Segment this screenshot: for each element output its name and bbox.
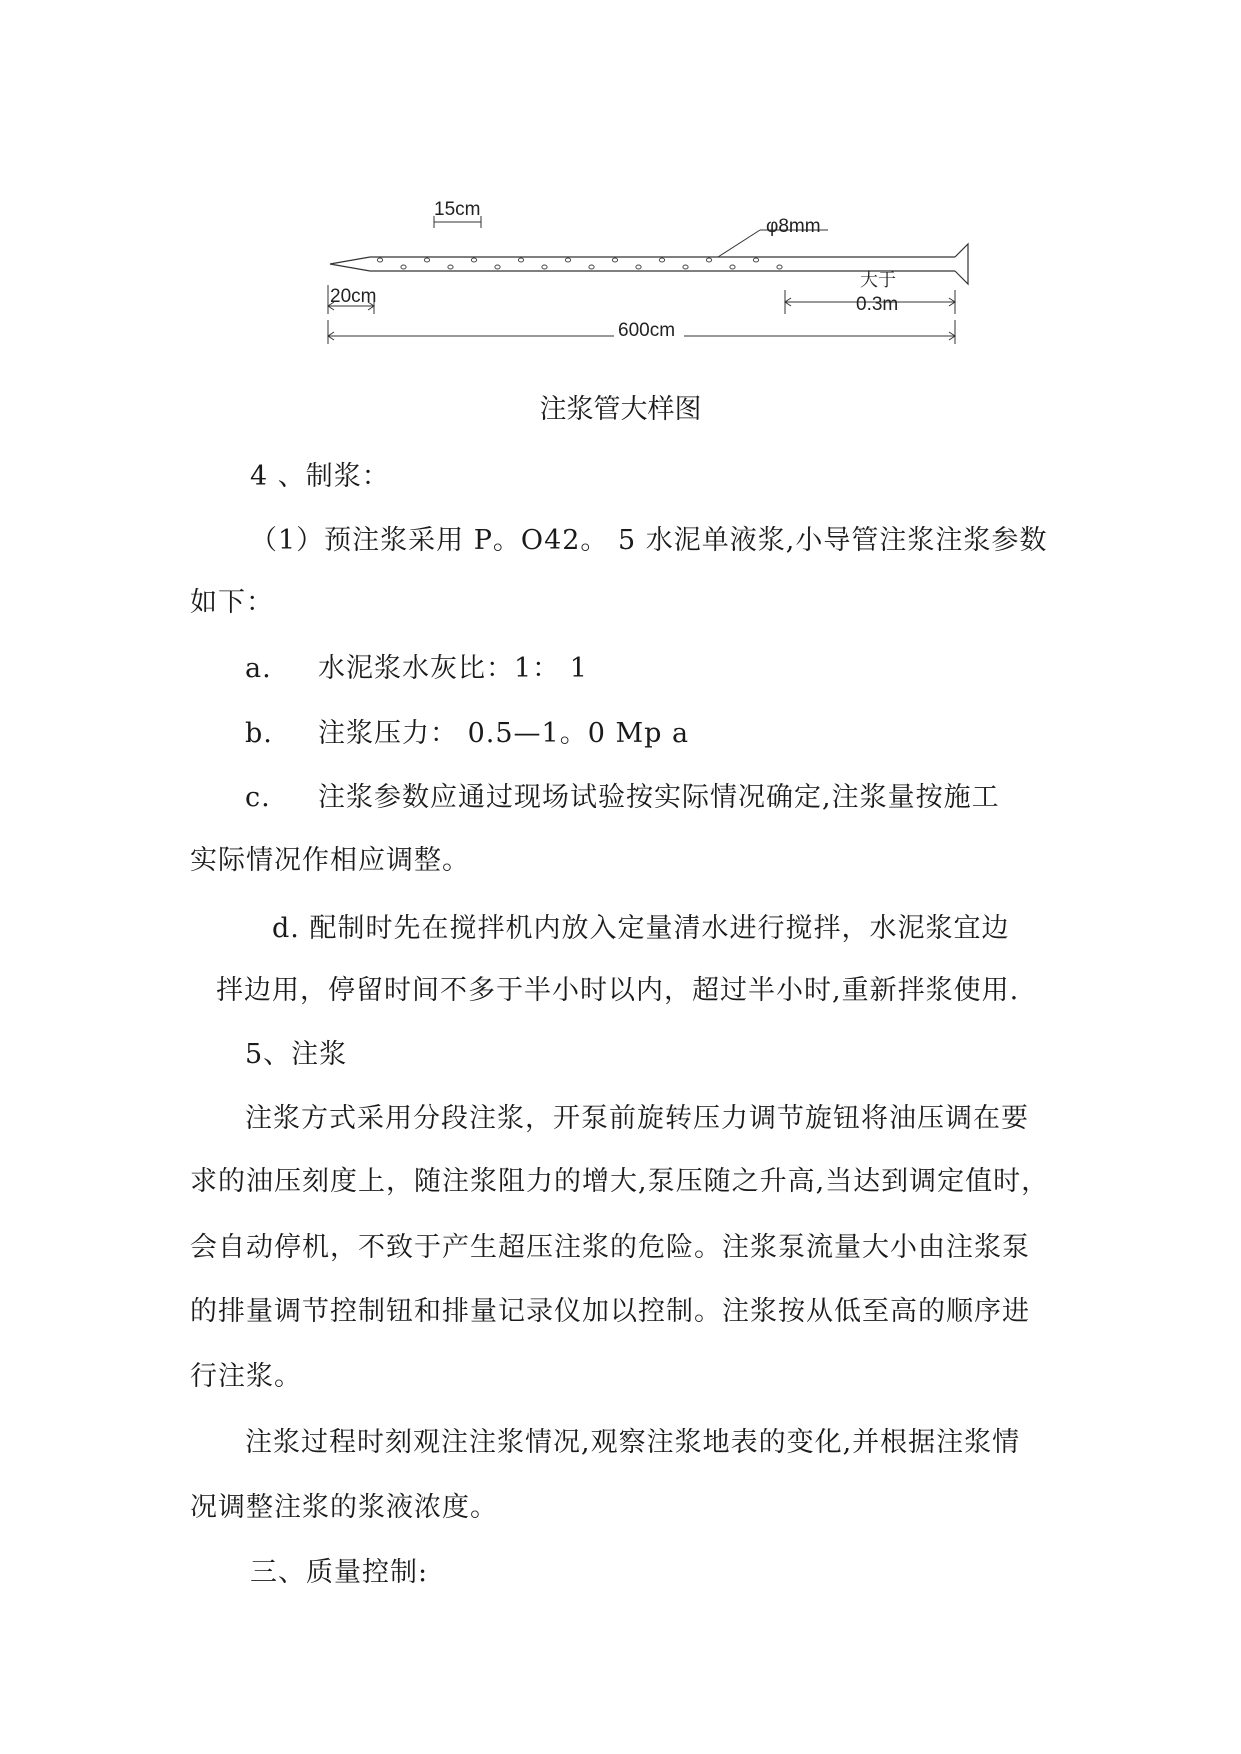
pipe-hole xyxy=(377,258,382,262)
section5-p1-line1: 注浆方式采用分段注浆，开泵前旋转压力调节旋钮将油压调在要 xyxy=(245,1103,1029,1134)
diagram-caption: 注浆管大样图 xyxy=(539,394,702,425)
item-c-marker: c. xyxy=(245,782,271,813)
section5-p1-line4: 的排量调节控制钮和排量记录仪加以控制。注浆按从低至高的顺序进 xyxy=(190,1296,1030,1327)
pipe-hole xyxy=(659,258,664,262)
item-a-text: 水泥浆水灰比：1： 1 xyxy=(318,653,588,684)
item-b-text: 注浆压力： 0.5—1。0 Mp a xyxy=(318,718,690,749)
item-d-line1: d. 配制时先在搅拌机内放入定量清水进行搅拌，水泥浆宜边 xyxy=(272,913,1010,944)
pipe-hole xyxy=(589,265,594,269)
item-c-text: 注浆参数应通过现场试验按实际情况确定,注浆量按施工 xyxy=(318,782,1000,813)
pipe-hole xyxy=(565,258,570,262)
section4-p1-line1: （1）预注浆采用 P。O42。 5 水泥单液浆,小导管注浆注浆参数 xyxy=(250,525,1048,556)
section5-p1-line3: 会自动停机，不致于产生超压注浆的危险。注浆泵流量大小由注浆泵 xyxy=(190,1232,1030,1263)
section5-p2-line2: 况调整注浆的浆液浓度。 xyxy=(190,1492,498,1523)
section4-heading: 4 、制浆： xyxy=(250,461,390,492)
diameter-leader xyxy=(718,230,760,257)
pipe-hole xyxy=(612,258,617,262)
pipe-hole xyxy=(401,265,406,269)
pipe-holes xyxy=(377,258,782,269)
item-c-line2: 实际情况作相应调整。 xyxy=(190,845,470,876)
section4-p1-line2: 如下： xyxy=(190,587,274,618)
section3-heading: 三、质量控制: xyxy=(250,1557,429,1588)
total-length-label: 600cm xyxy=(618,320,676,341)
item-d-line2: 拌边用，停留时间不多于半小时以内，超过半小时,重新拌浆使用. xyxy=(216,975,1020,1006)
pipe-hole xyxy=(683,265,688,269)
pipe-hole xyxy=(706,258,711,262)
pipe-hole xyxy=(518,258,523,262)
pipe-hole xyxy=(471,258,476,262)
section5-p1-line5: 行注浆。 xyxy=(190,1361,302,1392)
pipe-hole xyxy=(448,265,453,269)
pipe-hole xyxy=(636,265,641,269)
grouting-pipe-diagram xyxy=(0,0,1241,360)
section5-heading: 5、注浆 xyxy=(245,1039,348,1070)
diameter-label: φ8mm xyxy=(766,216,821,237)
pipe-hole xyxy=(424,258,429,262)
pipe-hole xyxy=(730,265,735,269)
pipe-hole xyxy=(495,265,500,269)
greater-than-label: 大于 xyxy=(860,270,896,291)
pipe-hole xyxy=(777,265,782,269)
hole-spacing-label: 15cm xyxy=(434,199,481,220)
section5-p1-line2: 求的油压刻度上，随注浆阻力的增大,泵压随之升高,当达到调定值时， xyxy=(190,1166,1050,1197)
item-b-marker: b. xyxy=(245,718,273,749)
tip-length-label: 20cm xyxy=(330,286,377,307)
pipe-hole xyxy=(753,258,758,262)
item-a-marker: a. xyxy=(245,653,272,684)
pipe-hole xyxy=(542,265,547,269)
section5-p2-line1: 注浆过程时刻观注注浆情况,观察注浆地表的变化,并根据注浆情 xyxy=(245,1427,1021,1458)
end-length-label: 0.3m xyxy=(856,294,899,315)
